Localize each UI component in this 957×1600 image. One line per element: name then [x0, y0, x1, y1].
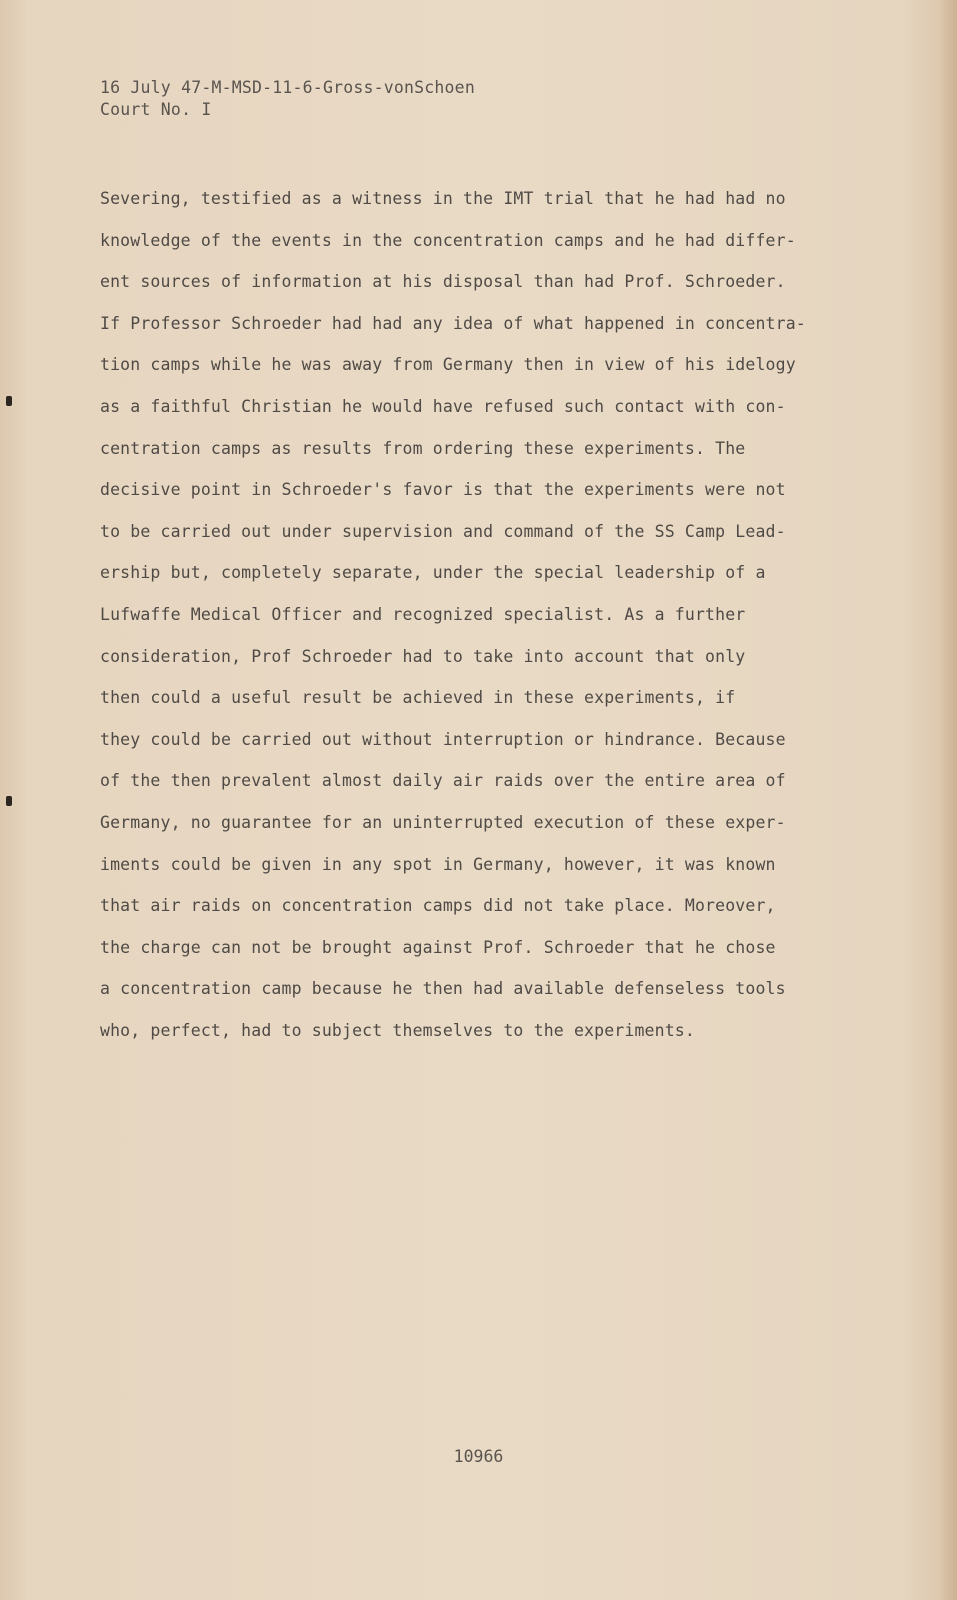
text-line: consideration, Prof Schroeder had to take into account that only — [100, 646, 746, 666]
page-number: 10966 — [453, 1447, 504, 1466]
text-line: decisive point in Schroeder's favor is that the experiments were not — [100, 480, 786, 500]
text-line: the charge can not be brought against Prof. Schroeder that he chose — [100, 937, 776, 957]
text-line: ent sources of information at his disposal than had Prof. Schroeder. — [100, 272, 786, 292]
text-line: a concentration camp because he then had available defenseless tools — [100, 979, 786, 999]
text-line: as a faithful Christian he would have refused such contact with con- — [100, 396, 786, 416]
text-line: If Professor Schroeder had had any idea of what happened in concentra- — [100, 313, 806, 333]
text-line: of the then prevalent almost daily air raids over the entire area of — [100, 771, 786, 791]
text-line: they could be carried out without interruption or hindrance. Because — [100, 729, 786, 749]
text-line: ership but, completely separate, under the special leadership of a — [100, 563, 766, 583]
binding-hole-mark — [6, 796, 12, 806]
text-line: Lufwaffe Medical Officer and recognized specialist. As a further — [100, 604, 746, 624]
header-reference-line: 16 July 47-M-MSD-11-6-Gross-vonSchoen — [100, 78, 475, 97]
text-line: that air raids on concentration camps did not take place. Moreover, — [100, 896, 776, 916]
text-line: knowledge of the events in the concentration camps and he had differ- — [100, 230, 796, 250]
text-line: centration camps as results from ordering these experiments. The — [100, 438, 746, 458]
text-line: who, perfect, had to subject themselves to the experiments. — [100, 1020, 695, 1040]
document-header — [100, 77, 475, 121]
text-line: Germany, no guarantee for an uninterrupted execution of these exper- — [100, 812, 786, 832]
text-line: tion camps while he was away from Germany then in view of his idelogy — [100, 355, 796, 375]
body-text — [100, 178, 820, 1051]
text-line: iments could be given in any spot in Germany, however, it was known — [100, 854, 776, 874]
text-line: then could a useful result be achieved in these experiments, if — [100, 688, 736, 708]
text-line: Severing, testified as a witness in the IMT trial that he had had no — [100, 189, 786, 208]
text-line: to be carried out under supervision and command of the SS Camp Lead- — [100, 521, 786, 541]
binding-hole-mark — [6, 396, 12, 406]
header-court-line: Court No. I — [100, 100, 212, 119]
